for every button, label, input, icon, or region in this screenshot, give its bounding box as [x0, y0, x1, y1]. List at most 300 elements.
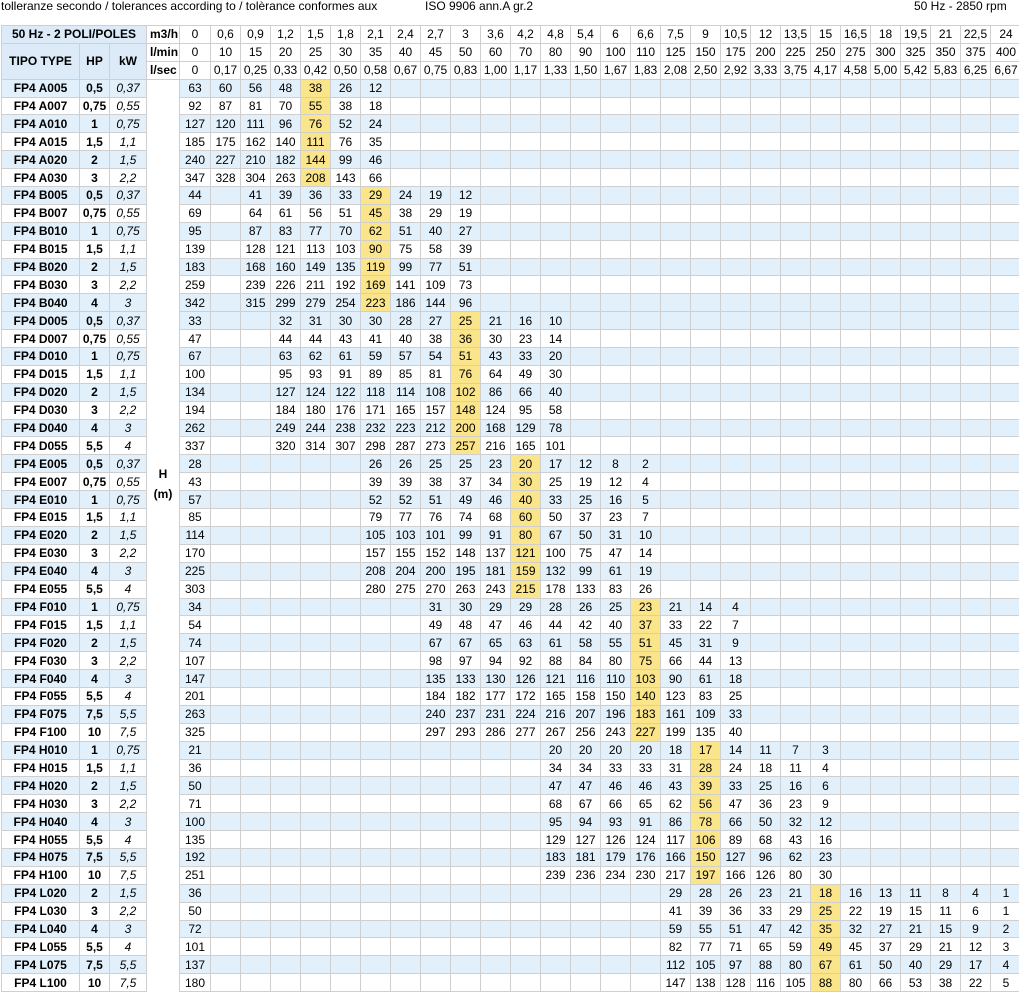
head-value: 57: [391, 348, 421, 366]
head-value: 152: [421, 544, 451, 562]
head-value: 26: [331, 79, 361, 97]
head-value: 29: [361, 187, 391, 205]
head-value: [631, 902, 661, 920]
head-value: 116: [751, 974, 781, 992]
pump-kw: 5,5: [110, 705, 147, 723]
head-value: [991, 97, 1019, 115]
pump-kw: 0,55: [110, 330, 147, 348]
head-value: [421, 831, 451, 849]
head-value: 325: [180, 723, 211, 741]
col-type-header: TIPO TYPE: [2, 43, 80, 79]
head-value: [751, 562, 781, 580]
head-value: [961, 741, 991, 759]
flow-value: 3,33: [751, 61, 781, 79]
head-value: [331, 723, 361, 741]
head-value: [301, 491, 331, 509]
flow-value: 5,00: [871, 61, 901, 79]
head-value: [841, 544, 871, 562]
flow-value: 5,83: [931, 61, 961, 79]
head-value: 19: [871, 902, 901, 920]
head-value: 88: [751, 956, 781, 974]
flow-value: 325: [901, 43, 931, 61]
head-value: [871, 473, 901, 491]
head-value: 49: [511, 365, 541, 383]
head-value: 84: [571, 652, 601, 670]
head-value: 74: [180, 634, 211, 652]
head-value: [271, 831, 301, 849]
head-value: 39: [271, 187, 301, 205]
head-value: [391, 151, 421, 169]
head-value: [271, 455, 301, 473]
head-value: [601, 902, 631, 920]
head-value: [511, 795, 541, 813]
head-value: [211, 795, 241, 813]
head-value: 80: [841, 974, 871, 992]
head-value: [511, 813, 541, 831]
head-value: [811, 187, 841, 205]
head-value: 169: [361, 276, 391, 294]
head-value: 273: [421, 437, 451, 455]
head-value: 33: [661, 616, 691, 634]
head-value: 52: [391, 491, 421, 509]
head-value: 124: [481, 401, 511, 419]
head-value: 40: [901, 956, 931, 974]
head-value: [631, 151, 661, 169]
pump-type: FP4 D005: [2, 312, 80, 330]
head-value: [391, 169, 421, 187]
head-value: [961, 222, 991, 240]
head-value: 121: [511, 544, 541, 562]
head-value: 66: [361, 169, 391, 187]
head-value: [931, 365, 961, 383]
head-value: [211, 491, 241, 509]
pump-hp: 0,5: [80, 187, 110, 205]
head-value: [751, 365, 781, 383]
head-value: [331, 866, 361, 884]
head-value: 180: [180, 974, 211, 992]
head-value: 96: [751, 848, 781, 866]
head-value: [961, 759, 991, 777]
head-value: [871, 455, 901, 473]
head-value: [541, 956, 571, 974]
pump-hp: 1: [80, 115, 110, 133]
pump-hp: 2: [80, 383, 110, 401]
head-value: [961, 133, 991, 151]
flow-value: 9: [691, 26, 721, 44]
head-value: [331, 705, 361, 723]
head-value: [781, 473, 811, 491]
head-value: 44: [301, 330, 331, 348]
flow-value: 5,42: [901, 61, 931, 79]
head-value: 86: [481, 383, 511, 401]
head-value: 96: [271, 115, 301, 133]
pump-hp: 4: [80, 920, 110, 938]
head-value: [271, 902, 301, 920]
head-value: [991, 437, 1019, 455]
head-value: 133: [451, 670, 481, 688]
pump-hp: 1,5: [80, 616, 110, 634]
head-value: [841, 330, 871, 348]
flow-value: 110: [631, 43, 661, 61]
head-value: 194: [180, 401, 211, 419]
head-value: [481, 884, 511, 902]
head-value: [391, 884, 421, 902]
head-axis-label: [147, 79, 180, 991]
head-value: [811, 348, 841, 366]
head-value: [661, 204, 691, 222]
head-value: [931, 616, 961, 634]
head-value: [841, 348, 871, 366]
head-value: [871, 598, 901, 616]
head-value: [361, 687, 391, 705]
head-value: [421, 938, 451, 956]
head-value: [361, 902, 391, 920]
pump-hp: 0,5: [80, 312, 110, 330]
head-value: 55: [601, 634, 631, 652]
head-value: 177: [481, 687, 511, 705]
head-value: [271, 741, 301, 759]
flow-value: 250: [811, 43, 841, 61]
head-value: [811, 544, 841, 562]
head-value: [571, 204, 601, 222]
head-value: [301, 455, 331, 473]
head-value: [871, 204, 901, 222]
head-value: [721, 133, 751, 151]
head-value: [421, 151, 451, 169]
head-value: [811, 115, 841, 133]
pump-type: FP4 F055: [2, 687, 80, 705]
head-value: [691, 401, 721, 419]
head-value: 90: [361, 240, 391, 258]
head-value: 117: [661, 831, 691, 849]
head-value: 181: [481, 562, 511, 580]
head-value: [421, 884, 451, 902]
head-value: [961, 687, 991, 705]
head-value: [811, 151, 841, 169]
head-value: 56: [301, 204, 331, 222]
head-value: 3: [811, 741, 841, 759]
flow-value: 0,17: [211, 61, 241, 79]
head-value: [931, 526, 961, 544]
head-value: [661, 419, 691, 437]
head-value: 63: [511, 634, 541, 652]
head-value: 172: [511, 687, 541, 705]
head-value: [601, 437, 631, 455]
head-value: [481, 920, 511, 938]
pump-type: FP4 F040: [2, 670, 80, 688]
head-value: 148: [451, 544, 481, 562]
head-value: [841, 705, 871, 723]
head-value: 94: [481, 652, 511, 670]
head-value: [301, 634, 331, 652]
head-value: 38: [331, 97, 361, 115]
head-value: [241, 813, 271, 831]
head-value: 5: [991, 974, 1019, 992]
head-value: [511, 920, 541, 938]
flow-unit-label: m3/h: [147, 26, 180, 44]
table-title: 50 Hz - 2 POLI/POLES: [2, 26, 147, 44]
head-value: [331, 509, 361, 527]
head-value: [901, 616, 931, 634]
flow-unit-label: l/sec: [147, 61, 180, 79]
head-value: 129: [511, 419, 541, 437]
head-value: 328: [211, 169, 241, 187]
head-value: 78: [541, 419, 571, 437]
head-value: [841, 634, 871, 652]
head-value: 1: [991, 884, 1019, 902]
head-value: 109: [691, 705, 721, 723]
head-value: [361, 759, 391, 777]
head-value: 9: [721, 634, 751, 652]
head-value: 29: [781, 902, 811, 920]
head-value: [211, 652, 241, 670]
head-value: [721, 240, 751, 258]
head-value: 38: [421, 330, 451, 348]
flow-value: 6,67: [991, 61, 1019, 79]
head-value: 40: [421, 222, 451, 240]
pump-kw: 1,5: [110, 526, 147, 544]
head-value: [901, 634, 931, 652]
pump-kw: 1,5: [110, 151, 147, 169]
head-value: 33: [541, 491, 571, 509]
head-value: [211, 455, 241, 473]
pump-kw: 3: [110, 813, 147, 831]
head-value: 230: [631, 866, 661, 884]
head-value: [721, 491, 751, 509]
head-value: 186: [391, 294, 421, 312]
pump-hp: 3: [80, 795, 110, 813]
head-value: [211, 419, 241, 437]
head-value: [751, 276, 781, 294]
head-value: [571, 115, 601, 133]
head-value: 299: [271, 294, 301, 312]
head-value: [991, 348, 1019, 366]
head-value: 59: [361, 348, 391, 366]
pump-hp: 0,5: [80, 455, 110, 473]
head-value: [301, 741, 331, 759]
head-value: [331, 848, 361, 866]
head-value: [991, 509, 1019, 527]
head-value: [361, 777, 391, 795]
pump-hp: 5,5: [80, 938, 110, 956]
head-value: 227: [631, 723, 661, 741]
head-value: [961, 79, 991, 97]
head-value: [901, 687, 931, 705]
pump-type: FP4 D015: [2, 365, 80, 383]
head-value: [751, 634, 781, 652]
head-value: [211, 723, 241, 741]
head-value: 314: [301, 437, 331, 455]
head-value: [841, 759, 871, 777]
head-value: 16: [811, 831, 841, 849]
flow-value: 15: [811, 26, 841, 44]
head-value: 61: [331, 348, 361, 366]
pump-kw: 4: [110, 437, 147, 455]
head-value: [481, 813, 511, 831]
head-value: [541, 204, 571, 222]
head-value: [601, 276, 631, 294]
head-value: [871, 294, 901, 312]
head-value: 60: [511, 509, 541, 527]
head-value: [811, 687, 841, 705]
head-value: [871, 312, 901, 330]
head-value: 102: [451, 383, 481, 401]
pump-performance-table: [1, 25, 1019, 992]
head-value: [571, 902, 601, 920]
head-value: 256: [571, 723, 601, 741]
head-value: [601, 187, 631, 205]
head-value: 123: [661, 687, 691, 705]
head-value: [301, 509, 331, 527]
head-value: [811, 437, 841, 455]
head-value: 182: [451, 687, 481, 705]
head-value: [961, 419, 991, 437]
head-value: [391, 777, 421, 795]
pump-type: FP4 E015: [2, 509, 80, 527]
head-value: 263: [451, 580, 481, 598]
head-value: 78: [691, 813, 721, 831]
head-value: 25: [601, 598, 631, 616]
head-value: [241, 383, 271, 401]
head-value: [841, 365, 871, 383]
head-value: 17: [691, 741, 721, 759]
head-value: [871, 151, 901, 169]
head-value: 91: [481, 526, 511, 544]
head-value: 83: [601, 580, 631, 598]
pump-kw: 1,5: [110, 777, 147, 795]
head-value: 21: [781, 884, 811, 902]
head-value: [931, 401, 961, 419]
pump-type: FP4 D055: [2, 437, 80, 455]
head-value: [511, 759, 541, 777]
head-value: [481, 938, 511, 956]
head-value: [511, 240, 541, 258]
head-value: [661, 169, 691, 187]
head-value: [931, 115, 961, 133]
head-value: [901, 222, 931, 240]
head-value: [751, 222, 781, 240]
head-value: [961, 294, 991, 312]
head-value: [571, 151, 601, 169]
head-value: 315: [241, 294, 271, 312]
pump-kw: 2,2: [110, 652, 147, 670]
flow-value: 1,33: [541, 61, 571, 79]
head-value: 106: [691, 831, 721, 849]
head-value: 144: [421, 294, 451, 312]
pump-hp: 4: [80, 294, 110, 312]
head-value: [241, 330, 271, 348]
head-value: [691, 509, 721, 527]
flow-value: 15: [241, 43, 271, 61]
head-value: [541, 938, 571, 956]
head-value: [211, 187, 241, 205]
head-value: 147: [661, 974, 691, 992]
head-value: [241, 598, 271, 616]
head-value: [391, 938, 421, 956]
head-value: 30: [511, 473, 541, 491]
head-value: [661, 222, 691, 240]
head-value: 212: [421, 419, 451, 437]
head-value: [991, 491, 1019, 509]
head-value: [751, 187, 781, 205]
head-value: 35: [361, 133, 391, 151]
head-value: [361, 831, 391, 849]
head-value: 51: [721, 920, 751, 938]
flow-value: 2,7: [421, 26, 451, 44]
head-value: [871, 813, 901, 831]
head-value: 26: [571, 598, 601, 616]
flow-value: 5,4: [571, 26, 601, 44]
pump-kw: 2,2: [110, 795, 147, 813]
pump-type: FP4 D007: [2, 330, 80, 348]
pump-kw: 1,1: [110, 240, 147, 258]
head-value: [661, 562, 691, 580]
head-value: [241, 795, 271, 813]
head-value: 5: [631, 491, 661, 509]
head-value: [871, 580, 901, 598]
head-value: 4: [811, 759, 841, 777]
head-value: 95: [271, 365, 301, 383]
head-value: 51: [451, 258, 481, 276]
head-value: [721, 365, 751, 383]
head-value: [241, 455, 271, 473]
head-value: [451, 79, 481, 97]
head-value: [271, 723, 301, 741]
flow-value: 375: [961, 43, 991, 61]
head-value: [361, 598, 391, 616]
pump-hp: 2: [80, 777, 110, 795]
head-value: 39: [451, 240, 481, 258]
head-value: 92: [180, 97, 211, 115]
head-value: [601, 383, 631, 401]
head-value: 216: [541, 705, 571, 723]
head-value: 30: [541, 365, 571, 383]
pump-type: FP4 B020: [2, 258, 80, 276]
pump-hp: 2: [80, 151, 110, 169]
head-value: [721, 276, 751, 294]
head-value: 28: [541, 598, 571, 616]
head-value: [811, 634, 841, 652]
head-value: [511, 79, 541, 97]
head-value: [931, 652, 961, 670]
head-value: [871, 115, 901, 133]
head-value: [571, 419, 601, 437]
pump-kw: 3: [110, 419, 147, 437]
head-value: 26: [631, 580, 661, 598]
flow-value: 70: [511, 43, 541, 61]
head-value: [961, 312, 991, 330]
head-value: [871, 97, 901, 115]
head-value: 121: [271, 240, 301, 258]
head-value: [871, 723, 901, 741]
head-value: 51: [331, 204, 361, 222]
head-value: 35: [811, 920, 841, 938]
head-value: 157: [421, 401, 451, 419]
head-value: [871, 848, 901, 866]
head-value: [751, 348, 781, 366]
flow-value: 2,08: [661, 61, 691, 79]
head-value: [361, 795, 391, 813]
head-value: [211, 920, 241, 938]
pump-hp: 4: [80, 670, 110, 688]
head-value: [421, 741, 451, 759]
pump-hp: 5,5: [80, 831, 110, 849]
head-value: [571, 938, 601, 956]
head-value: [931, 491, 961, 509]
head-value: 58: [421, 240, 451, 258]
head-value: [391, 866, 421, 884]
head-value: [991, 383, 1019, 401]
